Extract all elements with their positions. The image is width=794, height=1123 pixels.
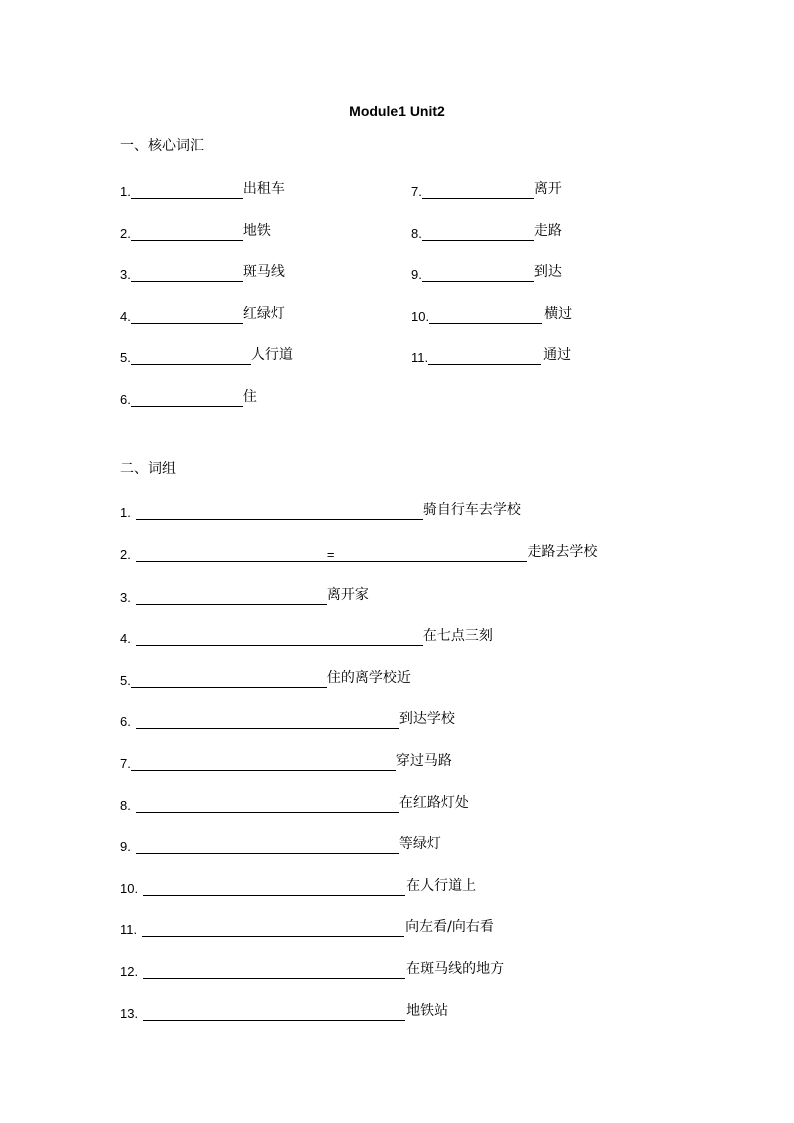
answer-blank[interactable] <box>131 393 243 407</box>
answer-blank[interactable] <box>131 674 327 688</box>
answer-blank[interactable] <box>142 923 404 937</box>
vocab-item <box>411 304 572 324</box>
item-number: 4. <box>120 631 131 646</box>
item-meaning: 地铁站 <box>406 1003 449 1019</box>
item-number: 9. <box>411 267 422 282</box>
phrase-item <box>120 793 469 813</box>
item-meaning: 出租车 <box>242 181 285 197</box>
item-meaning: 走路 <box>533 223 562 239</box>
item-number: 5. <box>120 673 131 688</box>
item-meaning: 在红路灯处 <box>398 795 469 811</box>
item-meaning: 住 <box>242 389 257 405</box>
answer-blank[interactable] <box>136 548 327 562</box>
phrase-item <box>120 917 494 937</box>
item-meaning: 走路去学校 <box>527 544 598 560</box>
answer-blank[interactable] <box>422 268 534 282</box>
answer-blank[interactable] <box>136 506 423 520</box>
phrase-item <box>120 834 441 854</box>
item-meaning: 横过 <box>544 306 573 322</box>
answer-blank[interactable] <box>422 185 534 199</box>
item-number: 12. <box>120 964 139 979</box>
vocab-item <box>120 179 285 199</box>
answer-blank[interactable] <box>428 351 541 365</box>
item-meaning: 离开 <box>533 181 562 197</box>
item-number: 11. <box>411 350 429 365</box>
phrase-item <box>120 876 476 896</box>
item-number: 5. <box>120 350 131 365</box>
phrase-item <box>120 500 521 520</box>
answer-blank[interactable] <box>131 227 243 241</box>
item-meaning: 通过 <box>543 347 572 363</box>
vocab-item <box>411 345 571 365</box>
item-meaning: 红绿灯 <box>242 306 285 322</box>
item-number: 13. <box>120 1006 139 1021</box>
phrase-item <box>120 959 504 979</box>
phrase-item <box>120 585 369 605</box>
item-number: 6. <box>120 714 131 729</box>
answer-blank[interactable] <box>131 268 243 282</box>
answer-blank[interactable] <box>136 840 399 854</box>
answer-blank[interactable] <box>131 757 396 771</box>
answer-blank[interactable] <box>429 310 542 324</box>
vocab-item <box>411 221 562 241</box>
answer-blank[interactable] <box>143 882 405 896</box>
vocab-item <box>411 262 562 282</box>
item-meaning: 在斑马线的地方 <box>406 961 505 977</box>
vocab-item <box>120 387 257 407</box>
vocab-item <box>411 179 562 199</box>
item-number: 3. <box>120 590 131 605</box>
item-number: 1. <box>120 505 131 520</box>
item-meaning: 住的离学校近 <box>326 670 411 686</box>
item-meaning: 向左看/向右看 <box>405 919 494 935</box>
answer-blank[interactable] <box>131 351 251 365</box>
item-meaning: 穿过马路 <box>395 753 452 769</box>
vocab-item <box>120 345 293 365</box>
phrase-item <box>120 751 452 771</box>
phrase-item <box>120 668 411 688</box>
phrase-item <box>120 709 455 729</box>
answer-blank[interactable] <box>422 227 534 241</box>
item-number: 7. <box>411 184 422 199</box>
vocab-item <box>120 221 271 241</box>
item-number: 8. <box>120 798 131 813</box>
answer-blank[interactable] <box>143 1007 405 1021</box>
item-number: 1. <box>120 184 131 199</box>
item-number: 4. <box>120 309 131 324</box>
section-heading-vocabulary: 一、核心词汇 <box>120 138 204 154</box>
answer-blank[interactable] <box>136 591 327 605</box>
equals-sign: = <box>326 547 335 562</box>
phrase-item <box>120 626 493 646</box>
answer-blank[interactable] <box>136 799 399 813</box>
item-number: 10. <box>411 309 430 324</box>
item-meaning: 离开家 <box>326 587 369 603</box>
item-meaning: 地铁 <box>242 223 271 239</box>
answer-blank[interactable] <box>131 310 243 324</box>
item-meaning: 在人行道上 <box>406 878 477 894</box>
answer-blank[interactable] <box>136 715 399 729</box>
vocab-item <box>120 304 285 324</box>
item-meaning: 斑马线 <box>242 264 285 280</box>
item-number: 2. <box>120 547 131 562</box>
item-number: 9. <box>120 839 131 854</box>
page-title: Module1 Unit2 <box>349 103 445 119</box>
phrase-item <box>120 542 597 562</box>
item-number: 8. <box>411 226 422 241</box>
item-meaning: 骑自行车去学校 <box>422 502 521 518</box>
item-meaning: 等绿灯 <box>398 836 441 852</box>
item-number: 11. <box>120 922 138 937</box>
answer-blank[interactable] <box>136 632 423 646</box>
phrase-item <box>120 1001 448 1021</box>
item-number: 7. <box>120 756 131 771</box>
item-number: 3. <box>120 267 131 282</box>
answer-blank[interactable] <box>143 965 405 979</box>
item-number: 2. <box>120 226 131 241</box>
item-number: 6. <box>120 392 131 407</box>
answer-blank[interactable] <box>131 185 243 199</box>
vocab-item <box>120 262 285 282</box>
item-meaning: 人行道 <box>250 347 293 363</box>
answer-blank-second[interactable] <box>334 548 527 562</box>
item-meaning: 在七点三刻 <box>422 628 493 644</box>
item-meaning: 到达 <box>533 264 562 280</box>
item-number: 10. <box>120 881 139 896</box>
section-heading-phrases: 二、词组 <box>120 461 176 477</box>
item-meaning: 到达学校 <box>398 711 455 727</box>
